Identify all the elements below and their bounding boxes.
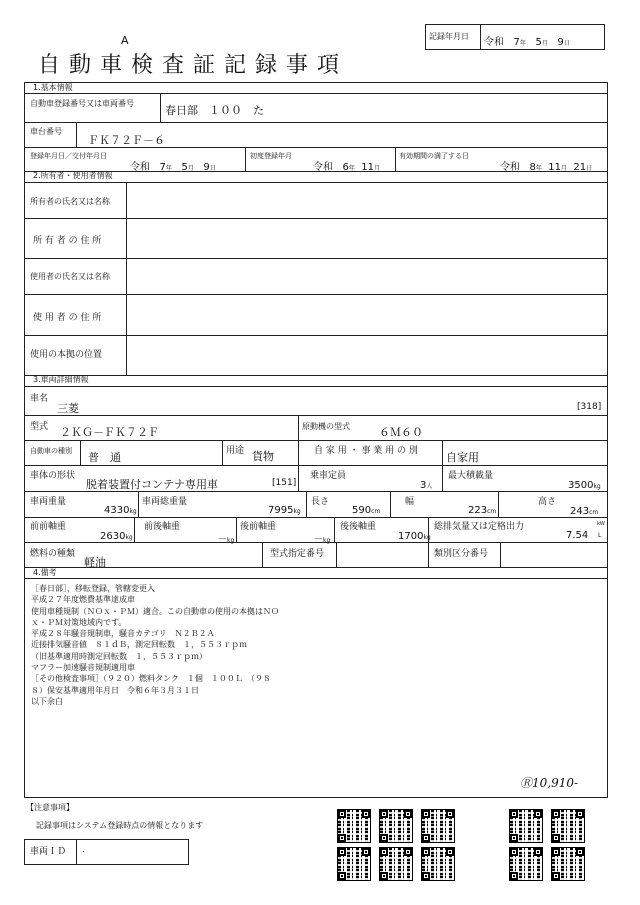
qr-code bbox=[552, 848, 584, 880]
displacement-unit-kw: kW bbox=[597, 521, 605, 527]
remarks-line: 以下余白 bbox=[31, 696, 63, 706]
issue-date-label: 登録年月日／交付年月日 bbox=[30, 152, 107, 160]
model-label: 型式 bbox=[30, 422, 49, 432]
user-address-label: 使 用 者 の 住 所 bbox=[33, 313, 102, 323]
vehicle-id-label: 車両ＩＤ bbox=[30, 847, 67, 857]
fuel-type-label: 燃料の種類 bbox=[30, 549, 76, 559]
rear-front-axle-value: －kg bbox=[314, 535, 331, 545]
qr-code bbox=[552, 810, 584, 842]
capacity-value: 3人 bbox=[420, 480, 433, 491]
vehicle-name-label: 車名 bbox=[30, 394, 49, 404]
rear-rear-axle-value: 1700kg bbox=[398, 531, 431, 542]
remarks-line: 近接排気騒音値 ８１ｄＢ，測定回転数 １，５５３ｒｐｍ bbox=[31, 640, 247, 650]
user-name-label: 使用者の氏名又は名称 bbox=[30, 272, 110, 281]
front-rear-axle-value: －kg bbox=[218, 535, 235, 545]
vehicle-kind-value: 普 通 bbox=[88, 451, 121, 464]
displacement-value: 7.54 bbox=[566, 530, 589, 541]
max-load-label: 最大積載量 bbox=[448, 471, 494, 481]
section-basic-heading: 1.基本情報 bbox=[33, 83, 73, 92]
usage-value: 貨物 bbox=[252, 450, 274, 463]
remarks-line: （旧基準適用時測定回転数 １，５５３ｒｐｍ） bbox=[31, 651, 207, 661]
qr-code bbox=[338, 848, 370, 880]
vehicle-weight-value: 4330kg bbox=[104, 505, 137, 516]
length-label: 長さ bbox=[311, 497, 330, 507]
width-label: 幅 bbox=[405, 497, 415, 507]
vehicle-kind-label: 自動車の種別 bbox=[30, 447, 72, 455]
qr-code bbox=[422, 848, 454, 880]
remarks-line: 平成２８年騒音規制車，騒音カテゴリ Ｎ２Ｂ２Ａ bbox=[31, 629, 215, 639]
vehicle-id-value: . bbox=[82, 845, 85, 855]
notes-text: 記録事項はシステム登録時点の情報となります bbox=[36, 821, 204, 830]
qr-code bbox=[510, 810, 542, 842]
class-number-label: 類別区分番号 bbox=[434, 549, 489, 559]
owner-address-label: 所 有 者 の 住 所 bbox=[33, 236, 102, 246]
displacement-label: 総排気量又は定格出力 bbox=[434, 522, 525, 532]
height-value: 243cm bbox=[570, 506, 599, 517]
body-shape-code: [151] bbox=[272, 478, 297, 488]
page-title: 自動車検査証記録事項 bbox=[38, 53, 349, 78]
remarks-line: ［その他検査事項］（９２０）燃料タンク １個 １００Ｌ （９８ bbox=[31, 674, 271, 684]
type-designation-label: 型式指定番号 bbox=[270, 549, 325, 559]
remarks-line: 使用車種規制（ＮＯｘ・ＰＭ）適合。この自動車の使用の本拠はＮＯ bbox=[31, 606, 279, 616]
displacement-unit-l: L bbox=[598, 532, 602, 539]
model-value: ２ＫＧ－ＦＫ７２Ｆ bbox=[60, 426, 159, 439]
vehicle-name-code: [318] bbox=[577, 402, 602, 412]
expiry-date-value: 令和 8年 11月 21日 bbox=[500, 162, 593, 173]
width-value: 223cm bbox=[468, 505, 497, 516]
section-vehicle-heading: 3.車両詳細情報 bbox=[33, 375, 89, 384]
body-shape-label: 車体の形状 bbox=[30, 471, 76, 481]
corner-letter: A bbox=[121, 34, 129, 47]
notes-heading: 【注意事項】 bbox=[26, 803, 74, 812]
registration-number-value: 春日部 １００ た bbox=[165, 104, 264, 117]
registration-number-label: 自動車登録番号又は車両番号 bbox=[30, 99, 134, 108]
gross-weight-label: 車両総重量 bbox=[142, 497, 188, 507]
capacity-label: 乗車定員 bbox=[310, 471, 347, 481]
chassis-number-label: 車台番号 bbox=[30, 127, 62, 136]
first-registration-value: 令和 6年 11月 bbox=[313, 162, 381, 173]
private-commercial-value: 自家用 bbox=[446, 451, 479, 464]
owner-name-label: 所有者の氏名又は名称 bbox=[30, 197, 110, 206]
height-label: 高さ bbox=[538, 497, 557, 507]
qr-code bbox=[338, 810, 370, 842]
private-commercial-label: 自 家 用 ・ 事 業 用 の 別 bbox=[314, 446, 418, 456]
first-registration-label: 初度登録年月 bbox=[250, 152, 292, 160]
base-location-label: 使用の本拠の位置 bbox=[30, 350, 103, 360]
usage-label: 用途 bbox=[226, 446, 245, 456]
max-load-value: 3500kg bbox=[568, 480, 601, 491]
section-owner-heading: 2.所有者・使用者情報 bbox=[33, 171, 113, 180]
front-rear-axle-label: 前後軸重 bbox=[144, 522, 181, 532]
record-date-label: 記録年月日 bbox=[429, 32, 469, 41]
body-shape-value: 脱着装置付コンテナ専用車 bbox=[86, 478, 218, 491]
gross-weight-value: 7995kg bbox=[268, 505, 301, 516]
issue-date-value: 令和 7年 5月 9日 bbox=[130, 162, 216, 173]
length-value: 590cm bbox=[352, 505, 381, 516]
qr-code bbox=[510, 848, 542, 880]
front-front-axle-label: 前前軸重 bbox=[30, 522, 67, 532]
engine-model-value: ６Ｍ６０ bbox=[379, 426, 423, 439]
section-remarks-heading: 4.備考 bbox=[33, 568, 57, 577]
record-date-value: 令和 7年 5月 9日 bbox=[484, 37, 570, 48]
chassis-number-value: ＦＫ７２Ｆ－６ bbox=[88, 134, 165, 147]
engine-model-label: 原動機の型式 bbox=[302, 422, 350, 431]
qr-code bbox=[380, 848, 412, 880]
remarks-line: マフラー加速騒音規制適用車 bbox=[31, 663, 135, 673]
remarks-line: ［春日部］，移転登録，管轄変更入 bbox=[31, 584, 155, 593]
rear-rear-axle-label: 後後軸重 bbox=[340, 522, 377, 532]
qr-code bbox=[422, 810, 454, 842]
vehicle-name-value: 三菱 bbox=[57, 402, 79, 415]
rear-front-axle-label: 後前軸重 bbox=[240, 522, 277, 532]
qr-code bbox=[380, 810, 412, 842]
handwritten-note: Ⓡ10,910- bbox=[520, 776, 579, 790]
vehicle-weight-label: 車両重量 bbox=[30, 497, 67, 507]
expiry-date-label: 有効期間の満了する日 bbox=[399, 152, 469, 160]
remarks-line: ８）保安基準適用年月日 令和６年３月３１日 bbox=[31, 685, 199, 695]
front-front-axle-value: 2630kg bbox=[100, 531, 133, 542]
remarks-block bbox=[31, 583, 279, 707]
fuel-type-value: 軽油 bbox=[84, 556, 106, 569]
remarks-line: 平成２７年度燃費基準達成車 bbox=[31, 595, 135, 605]
remarks-line: ｘ・ＰＭ対策地域内です。 bbox=[31, 617, 127, 627]
